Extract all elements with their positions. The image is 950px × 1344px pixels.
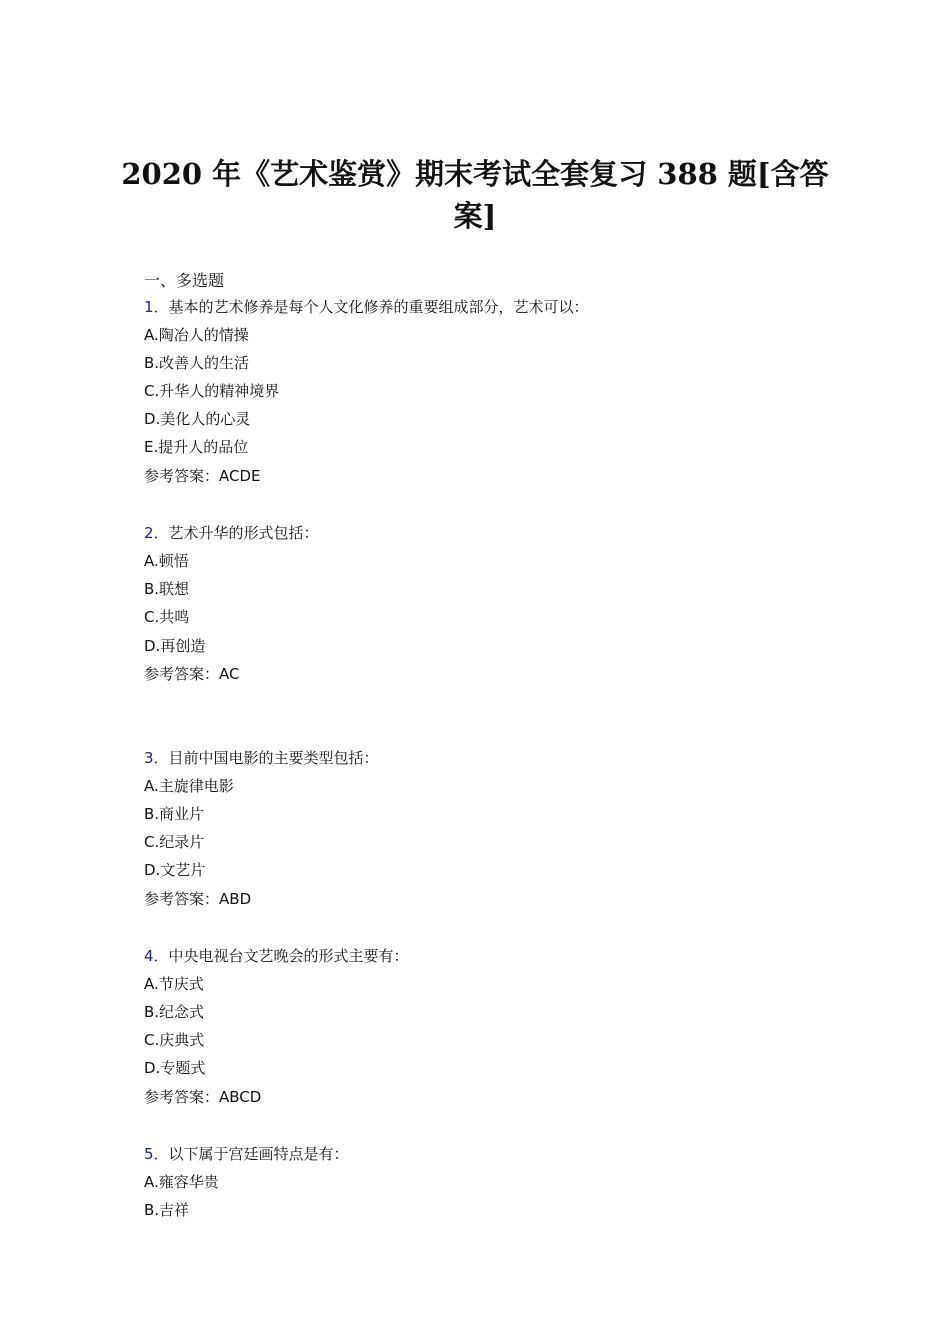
option-1-e: E.提升人的品位 bbox=[144, 438, 249, 456]
answer-label: 参考答案： bbox=[144, 1088, 220, 1106]
option-1-d: D.美化人的心灵 bbox=[144, 410, 251, 428]
option-4-d: D.专题式 bbox=[144, 1059, 206, 1077]
question-text: 目前中国电影的主要类型包括： bbox=[168, 749, 379, 767]
question-3 bbox=[144, 748, 379, 768]
option-1-b: B.改善人的生活 bbox=[144, 354, 250, 372]
option-3-b: B.商业片 bbox=[144, 805, 205, 823]
option-4-a: A.节庆式 bbox=[144, 975, 204, 993]
answer-value: AC bbox=[219, 665, 240, 683]
document-title: 2020 年《艺术鉴赏》期末考试全套复习 388 题[含答案] bbox=[121, 157, 829, 233]
option-2-a: A.顿悟 bbox=[144, 552, 189, 570]
option-4-c: C.庆典式 bbox=[144, 1031, 205, 1049]
question-1 bbox=[144, 297, 589, 317]
section-title: 一、多选题 bbox=[144, 271, 225, 290]
question-5 bbox=[144, 1144, 349, 1164]
option-1-c: C.升华人的精神境界 bbox=[144, 382, 280, 400]
option-4-b: B.纪念式 bbox=[144, 1003, 205, 1021]
answer-label: 参考答案： bbox=[144, 890, 220, 908]
answer-4 bbox=[144, 1087, 261, 1107]
option-5-a: A.雍容华贵 bbox=[144, 1173, 219, 1191]
option-1-a: A.陶冶人的情操 bbox=[144, 326, 249, 344]
option-3-c: C.纪录片 bbox=[144, 833, 205, 851]
answer-label: 参考答案： bbox=[144, 665, 220, 683]
answer-value: ACDE bbox=[219, 467, 261, 485]
answer-value: ABCD bbox=[219, 1088, 262, 1106]
question-text: 艺术升华的形式包括： bbox=[168, 524, 319, 542]
question-4 bbox=[144, 946, 409, 966]
option-3-a: A.主旋律电影 bbox=[144, 777, 234, 795]
question-number: 2． bbox=[144, 524, 169, 542]
answer-3 bbox=[144, 889, 251, 909]
option-2-d: D.再创造 bbox=[144, 637, 206, 655]
option-5-b: B.吉祥 bbox=[144, 1201, 190, 1219]
question-number: 3． bbox=[144, 749, 169, 767]
answer-2 bbox=[144, 664, 240, 684]
question-number: 1． bbox=[144, 298, 169, 316]
question-number: 4． bbox=[144, 947, 169, 965]
option-2-c: C.共鸣 bbox=[144, 608, 190, 626]
question-text: 基本的艺术修养是每个人文化修养的重要组成部分，艺术可以： bbox=[168, 298, 589, 316]
question-text: 以下属于宫廷画特点是有： bbox=[168, 1145, 349, 1163]
option-3-d: D.文艺片 bbox=[144, 861, 206, 879]
question-number: 5． bbox=[144, 1145, 169, 1163]
answer-value: ABD bbox=[219, 890, 252, 908]
question-text: 中央电视台文艺晚会的形式主要有： bbox=[168, 947, 409, 965]
option-2-b: B.联想 bbox=[144, 580, 190, 598]
question-2 bbox=[144, 523, 319, 543]
answer-label: 参考答案： bbox=[144, 467, 220, 485]
answer-1 bbox=[144, 466, 261, 486]
